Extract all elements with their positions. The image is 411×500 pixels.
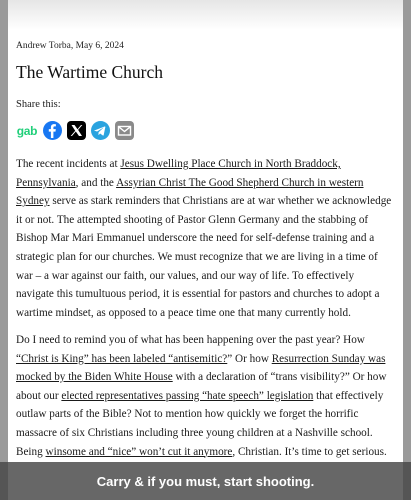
link-hate-speech-legislation[interactable]: elected representatives passing “hate speech” legislation xyxy=(61,389,314,402)
share-label: Share this: xyxy=(16,99,61,110)
link-resurrection-sunday[interactable]: Resurrection Sunday was mocked by the Biden White House xyxy=(16,352,386,384)
article-byline: Andrew Torba, May 6, 2024 xyxy=(16,41,124,51)
link-assyrian-church-sydney[interactable]: Assyrian Christ The Good Shepherd Church in western Sydney xyxy=(16,176,364,208)
article-paragraph-1 xyxy=(16,155,393,322)
x-icon[interactable] xyxy=(67,121,86,140)
telegram-icon[interactable] xyxy=(91,121,110,140)
caption-banner: Carry & if you must, start shooting. xyxy=(0,462,411,500)
link-winsome-and-nice[interactable]: winsome and “nice” won’t cut it anymore xyxy=(45,445,233,458)
link-christ-is-king[interactable]: “Christ is King” has been labeled “antisemitic? xyxy=(16,352,228,365)
article-title: The Wartime Church xyxy=(16,62,163,82)
link-north-braddock-church[interactable]: Jesus Dwelling Place Church in North Braddock, Pennsylvania xyxy=(16,158,341,189)
paragraph-text: , Christian. It’s time to get serious. xyxy=(232,445,387,458)
paragraph-text: with a declaration of “trans visibility?” Or how about our xyxy=(16,371,387,402)
top-bar xyxy=(8,0,403,30)
article-paragraph-2 xyxy=(16,331,393,461)
paragraph-text: ” Or how xyxy=(227,352,272,365)
paragraph-text: The recent incidents at xyxy=(16,158,121,170)
article-page xyxy=(8,0,403,500)
facebook-icon[interactable] xyxy=(43,121,62,140)
paragraph-text: that effectively outlaw parts of the Bible? Not to mention how quickly we forget the horrific massacre of six Christians including three young children at a Nashville school. Being xyxy=(16,389,384,458)
paragraph-text: Do I need to remind you of what has been happening over the past year? How xyxy=(16,334,365,346)
paragraph-text: , and the xyxy=(75,176,117,189)
paragraph-text: serve as stark reminders that Christians are at war whether we acknowledge it or not. The attempted shooting of Pastor Glenn Germany and the stabbing of Bishop Mar Mari Emmanuel underscore the need for self-defense training and a strategic plan for our churches. We must recognize that we are living in a time of war – a war against our faith, our values, and our way of life. To effectively navigate this tumultuous period, it is essential for pastors and churches to adopt a wartime mindset, as opposed to a peace time one that many currently hold. xyxy=(16,195,392,319)
gab-icon[interactable]: gab xyxy=(16,123,38,138)
share-buttons xyxy=(16,121,134,140)
email-icon[interactable] xyxy=(115,121,134,140)
